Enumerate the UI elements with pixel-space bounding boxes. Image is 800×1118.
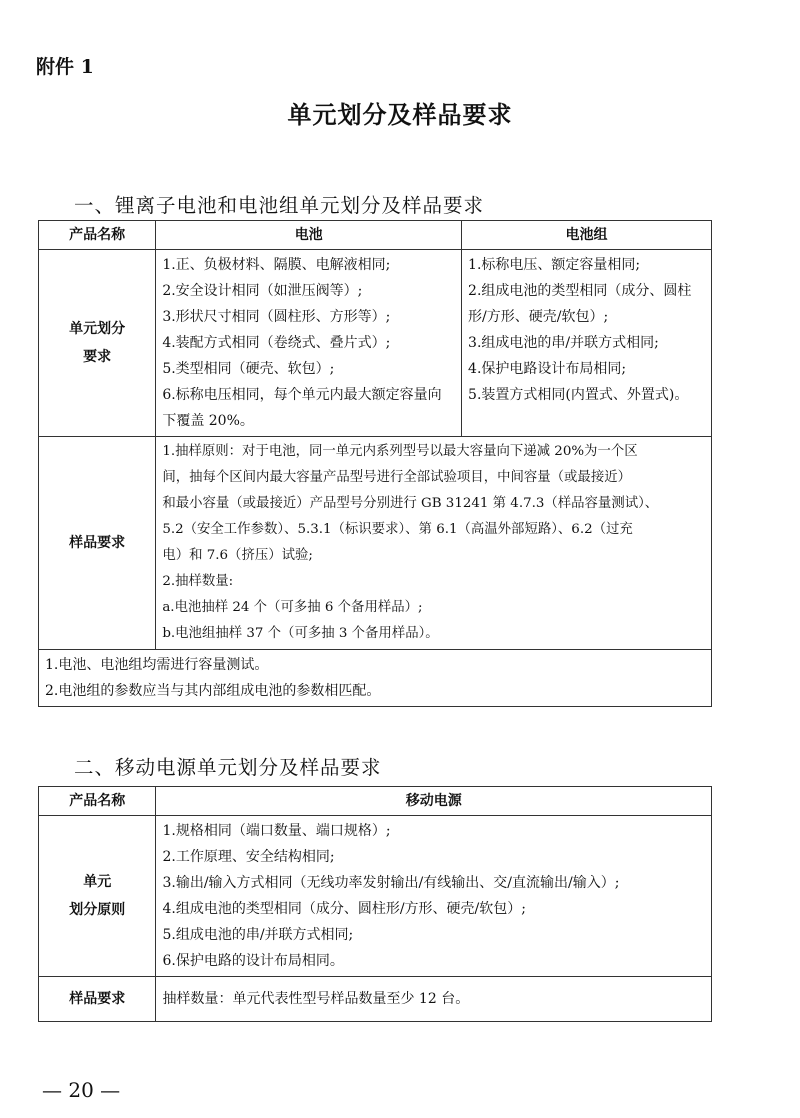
- list-item: 2.工作原理、安全结构相同;: [162, 849, 335, 865]
- table-header-row: [39, 787, 712, 816]
- notes-cell: [39, 650, 712, 707]
- list-item: 5.装置方式相同(内置式、外置式)。: [468, 387, 689, 403]
- note-item: 2.电池组的参数应当与其内部组成电池的参数相匹配。: [45, 683, 381, 699]
- table-row: [39, 816, 712, 977]
- list-item: 3.形状尺寸相同（圆柱形、方形等）;: [162, 309, 391, 325]
- power-bank-unit-cell: [156, 816, 712, 977]
- list-item: 1.规格相同（端口数量、端口规格）;: [162, 823, 391, 839]
- paragraph-line: 间，抽每个区间内最大容量产品型号进行全部试验项目，中间容量（或最接近）: [162, 470, 631, 485]
- paragraph-line: 和最小容量（或最接近）产品型号分别进行 GB 31241 第 4.7.3（样品容量测试）、: [162, 496, 659, 511]
- col-header-product: 产品名称: [39, 787, 156, 816]
- col-header-product: 产品名称: [39, 221, 156, 250]
- table-header-row: [39, 221, 712, 250]
- list-item: 6.保护电路的设计布局相同。: [162, 953, 344, 969]
- page-number: — 20 —: [42, 1078, 121, 1102]
- unit-principle-label: 单元 划分原则: [39, 816, 156, 977]
- paragraph-line: a.电池抽样 24 个（可多抽 6 个备用样品）;: [162, 600, 423, 615]
- battery-unit-cell: [156, 250, 462, 437]
- list-item: 6.标称电压相同，每个单元内最大额定容量向下覆盖 20%。: [162, 387, 442, 429]
- paragraph-line: 1.抽样原则：对于电池，同一单元内系列型号以最大容量向下递减 20%为一个区: [162, 444, 638, 459]
- table-row: [39, 437, 712, 650]
- list-item: 3.组成电池的串/并联方式相同;: [468, 335, 659, 351]
- power-bank-requirements-table: [38, 786, 712, 1022]
- col-header-pack: 电池组: [462, 221, 712, 250]
- col-header-power-bank: 移动电源: [156, 787, 712, 816]
- table-row: [39, 250, 712, 437]
- list-item: 3.输出/输入方式相同（无线功率发射输出/有线输出、交/直流输出/输入）;: [162, 875, 620, 891]
- paragraph-line: 电）和 7.6（挤压）试验;: [162, 548, 313, 563]
- document-title: 单元划分及样品要求: [287, 100, 513, 129]
- list-item: 4.组成电池的类型相同（成分、圆柱形/方形、硬壳/软包）;: [162, 901, 526, 917]
- attachment-label: 附件 1: [36, 56, 94, 78]
- paragraph-line: 2.抽样数量:: [162, 574, 234, 589]
- list-item: 5.类型相同（硬壳、软包）;: [162, 361, 335, 377]
- list-item: 2.安全设计相同（如泄压阀等）;: [162, 283, 363, 299]
- sample-requirements-label: 样品要求: [39, 437, 156, 650]
- unit-division-label: 单元划分 要求: [39, 250, 156, 437]
- list-item: 4.保护电路设计布局相同;: [468, 361, 627, 377]
- col-header-battery: 电池: [156, 221, 462, 250]
- section1-heading: 一、锂离子电池和电池组单元划分及样品要求: [74, 194, 485, 217]
- list-item: 4.装配方式相同（卷绕式、叠片式）;: [162, 335, 391, 351]
- section2-heading: 二、移动电源单元划分及样品要求: [74, 756, 382, 779]
- table-row: [39, 650, 712, 707]
- list-item: 5.组成电池的串/并联方式相同;: [162, 927, 354, 943]
- battery-requirements-table: [38, 220, 712, 707]
- pack-unit-cell: [462, 250, 712, 437]
- sample-requirements-cell: [156, 437, 712, 650]
- paragraph-line: 5.2（安全工作参数）、5.3.1（标识要求）、第 6.1（高温外部短路）、6.2（过充: [162, 522, 633, 537]
- list-item: 1.标称电压、额定容量相同;: [468, 257, 641, 273]
- sample-requirements-label: 样品要求: [39, 977, 156, 1022]
- list-item: 1.正、负极材料、隔膜、电解液相同;: [162, 257, 391, 273]
- paragraph-line: b.电池组抽样 37 个（可多抽 3 个备用样品）。: [162, 626, 439, 641]
- table-row: [39, 977, 712, 1022]
- sample-requirements-cell: 抽样数量：单元代表性型号样品数量至少 12 台。: [156, 977, 712, 1022]
- list-item: 2.组成电池的类型相同（成分、圆柱形/方形、硬壳/软包）;: [468, 283, 692, 325]
- note-item: 1.电池、电池组均需进行容量测试。: [45, 657, 269, 673]
